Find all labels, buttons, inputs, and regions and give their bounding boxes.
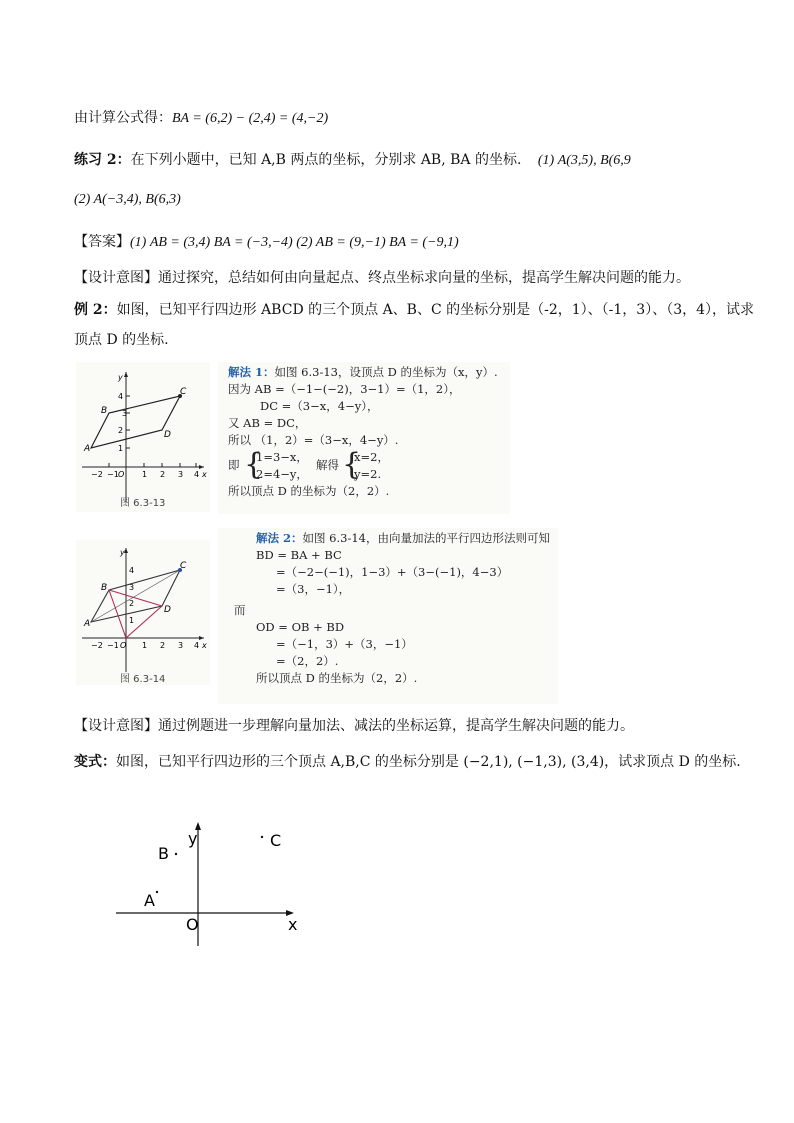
fig1-xtick-1: 1 [142, 470, 148, 479]
variant-origin: O [186, 915, 199, 934]
variant-line [74, 752, 741, 772]
solution-1-brace-left: { [244, 447, 264, 482]
fig1-xtick-2: 2 [160, 470, 166, 479]
answer-text: (1) AB = (3,4) BA = (−3,−4) (2) AB = (9,−1) BA = (−9,1) [130, 235, 459, 250]
variant-point-b [175, 853, 177, 855]
exercise-2-line [74, 150, 631, 171]
fig1-point-b: B [101, 406, 108, 416]
example-2-line [74, 300, 754, 320]
fig2-origin: O [120, 641, 127, 650]
fig2-point-a: A [84, 619, 91, 629]
solution-1-eq-2: 2=4−y， [256, 467, 308, 481]
fig2-ytick-4: 4 [129, 566, 135, 575]
solution-2-row-6: =（−1，3）+（3，−1） [276, 637, 413, 651]
design-intent-2-label: 【设计意图】 [74, 718, 158, 734]
fig2-xtick-4: 4 [194, 641, 200, 650]
solution-2 [228, 530, 550, 687]
variant-point-c [261, 836, 263, 838]
solution-1-row-4: 所以 （1，2）=（3−x，4−y）. [228, 433, 399, 447]
fig2-xtick-m1: −1 [107, 641, 119, 650]
variant-text: 如图，已知平行四边形的三个顶点 A,B,C 的坐标分别是 (−2,1), (−1,3), (3,4)，试求顶点 D 的坐标. [116, 754, 741, 770]
fig1-point-c: C [180, 387, 187, 397]
solution-2-row-8: 所以顶点 D 的坐标为（2，2）. [256, 671, 418, 685]
calc-formula: BA = (6,2) − (2,4) = (4,−2) [172, 111, 329, 126]
solution-2-row-3: =（3，−1）， [276, 582, 351, 596]
fig2-xtick-2: 2 [160, 641, 166, 650]
figure-6-3-14 [76, 540, 210, 685]
design-intent-1-text: 通过探究，总结如何由向量起点、终点坐标求向量的坐标，提高学生解决问题的能力。 [158, 270, 690, 286]
design-intent-2 [74, 716, 634, 736]
fig1-xtick-m1: −1 [107, 470, 119, 479]
variant-point-b-label: B [158, 844, 169, 863]
variant-point-a [156, 891, 158, 893]
fig1-ytick-1: 1 [118, 444, 124, 453]
solution-2-row-1: BD = BA + BC [256, 548, 342, 562]
solution-1 [228, 364, 498, 500]
design-intent-1-label: 【设计意图】 [74, 270, 158, 286]
solution-1-row-3: 又 AB = DC， [228, 416, 307, 430]
solution-1-system [228, 449, 498, 483]
fig2-point-d: D [164, 605, 171, 615]
fig1-ytick-4: 4 [118, 392, 124, 401]
fig2-ytick-3: 3 [129, 583, 135, 592]
calc-prefix: 由计算公式得： [74, 110, 172, 126]
fig2-point-c: C [180, 561, 187, 571]
example-2-label: 例 2： [74, 302, 117, 318]
fig2-xtick-1: 1 [142, 641, 148, 650]
solution-2-intro: 如图 6.3-14，由向量加法的平行四边形法则可知 [302, 531, 550, 545]
variant-point-a-label: A [144, 891, 155, 910]
solution-2-row-2: =（−2−(−1)，1−3）+（3−(−1)，4−3） [276, 565, 509, 579]
fig1-xtick-4: 4 [194, 470, 200, 479]
fig1-y-label: y [118, 373, 123, 382]
fig1-ytick-3: 3 [122, 409, 128, 418]
solution-1-res-2: y=2. [354, 467, 382, 481]
solution-2-title: 解法 2： [256, 531, 303, 545]
solution-1-row-7: 所以顶点 D 的坐标为（2，2）. [228, 484, 390, 498]
example-2-text: 如图，已知平行四边形 ABCD 的三个顶点 A、B、C 的坐标分别是（-2，1）、（-1，3）、（3，4），试求 [116, 302, 755, 318]
fig2-xtick-m2: −2 [91, 641, 103, 650]
variant-label: 变式： [74, 754, 116, 770]
fig2-x-label: x [202, 641, 207, 650]
exercise-2-text: 在下列小题中，已知 A,B 两点的坐标，分别求 AB, BA 的坐标. [130, 152, 522, 168]
variant-figure [110, 818, 310, 953]
fig2-point-b: B [101, 583, 108, 593]
calc-line [74, 108, 328, 129]
figure-6-3-14-panel [76, 540, 210, 685]
solution-1-title: 解法 1： [228, 365, 275, 379]
fig1-xtick-3: 3 [178, 470, 184, 479]
solution-1-jiede: 解得 [316, 458, 339, 472]
variant-point-c-label: C [270, 831, 282, 850]
fig2-ytick-1: 1 [129, 616, 135, 625]
solution-2-row-5: OD = OB + BD [256, 620, 345, 634]
fig1-origin: O [118, 470, 125, 479]
fig2-xtick-3: 3 [178, 641, 184, 650]
fig1-point-a: A [84, 444, 91, 454]
fig1-point-d: D [164, 430, 171, 440]
fig2-y-label: y [120, 548, 125, 557]
solution-1-brace-right: { [342, 447, 362, 482]
answer-label: 【答案】 [74, 234, 130, 250]
exercise-2-part-2: (2) A(−3,4), B(6,3) [74, 192, 181, 207]
variant-y-label: y [188, 829, 198, 848]
example-2-text-2: 顶点 D 的坐标. [74, 332, 169, 348]
exercise-2-part-1: (1) A(3,5), B(6,9 [537, 153, 631, 168]
fig1-x-label: x [202, 470, 207, 479]
solution-2-row-7: =（2，2）. [276, 654, 339, 668]
design-intent-1 [74, 268, 690, 288]
fig1-ytick-2: 2 [118, 426, 124, 435]
solution-1-ji: 即 [228, 458, 240, 472]
figure-6-3-13-panel [76, 362, 210, 512]
figure-6-3-14-caption: 图 6.3-14 [120, 674, 166, 685]
answer-line [74, 232, 459, 253]
solution-1-res-1: x=2， [354, 450, 389, 464]
variant-x-label: x [288, 915, 298, 934]
solution-1-intro: 如图 6.3-13，设顶点 D 的坐标为（x，y）. [274, 365, 498, 379]
solution-1-row-2: DC =（3−x，4−y）， [260, 399, 379, 413]
fig1-xtick-m2: −2 [91, 470, 103, 479]
design-intent-2-text: 通过例题进一步理解向量加法、减法的坐标运算，提高学生解决问题的能力。 [158, 718, 634, 734]
solution-1-eq-1: 1=3−x， [256, 450, 308, 464]
figure-6-3-13-caption: 图 6.3-13 [120, 498, 166, 509]
exercise-2-label: 练习 2： [74, 152, 131, 168]
solution-2-row-4: 而 [234, 603, 246, 617]
fig2-ytick-2: 2 [129, 599, 135, 608]
solution-1-row-1: 因为 AB =（−1−(−2)，3−1）=（1，2）， [228, 382, 461, 396]
figure-6-3-13 [76, 362, 210, 512]
